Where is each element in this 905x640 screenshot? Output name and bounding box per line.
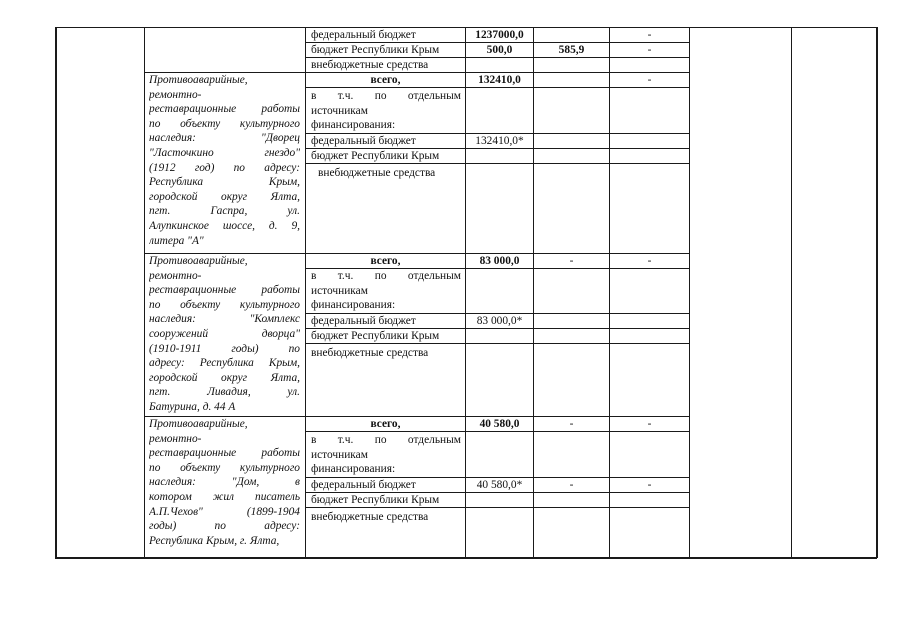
desc-line: ремонтно-	[149, 88, 202, 101]
total-value: -	[647, 255, 652, 267]
total-value: 40 580,0	[479, 418, 520, 430]
note-line: финансирования:	[311, 463, 396, 476]
crimea-budget-label: бюджет Республики Крым	[311, 330, 440, 342]
note-line: финансирования:	[311, 299, 396, 312]
top-row-label: федеральный бюджет	[311, 29, 416, 41]
total-value: 83 000,0	[479, 255, 520, 267]
total-value: 132410,0	[478, 74, 521, 86]
note-line: в т.ч. по отдельным	[311, 434, 461, 446]
desc-line: реставрационные работы	[149, 103, 300, 116]
desc-line: по объекту культурного	[149, 298, 300, 311]
federal-budget-label: федеральный бюджет	[311, 479, 416, 491]
financing-sources-note	[311, 433, 461, 477]
federal-budget-value: 83 000,0*	[476, 315, 523, 327]
federal-budget-label: федеральный бюджет	[311, 135, 416, 147]
financing-sources-note	[311, 89, 461, 133]
desc-line: Противоаварийные,	[149, 255, 248, 267]
top-row-label: бюджет Республики Крым	[311, 44, 440, 56]
desc-line: Противоаварийные,	[149, 418, 248, 430]
note-line: в т.ч. по отдельным	[311, 90, 461, 102]
desc-line: Республика Крым, г. Ялта,	[149, 534, 280, 547]
federal-budget-value: 40 580,0*	[476, 479, 523, 491]
row-line	[305, 507, 690, 508]
note-line: источникам	[311, 104, 368, 117]
total-label: всего,	[370, 418, 401, 430]
note-line: в т.ч. по отдельным	[311, 270, 461, 282]
crimea-budget-label: бюджет Республики Крым	[311, 150, 440, 162]
top-row-value: -	[647, 44, 652, 56]
desc-line: ремонтно-	[149, 269, 202, 282]
desc-line: годы) по адресу:	[149, 520, 300, 533]
total-value: -	[647, 418, 652, 430]
total-value: -	[569, 418, 574, 430]
top-row-value: 585,9	[558, 44, 585, 56]
top-row-label: внебюджетные средства	[311, 59, 429, 71]
total-label: всего,	[370, 255, 401, 267]
desc-line: А.П.Чехов" (1899-1904	[149, 505, 300, 518]
desc-line: (1912 год) по адресу:	[149, 161, 300, 174]
note-line: источникам	[311, 448, 368, 461]
object-description	[149, 254, 300, 415]
federal-budget-value: -	[569, 479, 574, 491]
table-bottom-border	[55, 557, 877, 559]
top-row-value: -	[647, 29, 652, 41]
desc-line: реставрационные работы	[149, 284, 300, 297]
desc-line: по объекту культурного	[149, 117, 300, 130]
object-description	[149, 73, 300, 248]
extrabudget-label: внебюджетные средства	[318, 167, 436, 179]
top-row-value: 1237000,0	[475, 29, 524, 41]
extrabudget-label: внебюджетные средства	[311, 511, 429, 523]
total-value: -	[569, 255, 574, 267]
desc-line: (1910-1911 годы) по	[149, 342, 300, 355]
note-line: источникам	[311, 284, 368, 297]
federal-budget-value: 132410,0*	[475, 135, 524, 147]
total-label: всего,	[370, 74, 401, 86]
col-line-7	[791, 27, 792, 558]
desc-line: Батурина, д. 44 А	[149, 400, 236, 413]
desc-line: пгт. Ливадия, ул.	[149, 386, 300, 399]
federal-budget-value: -	[647, 479, 652, 491]
crimea-budget-label: бюджет Республики Крым	[311, 494, 440, 506]
total-value: -	[647, 74, 652, 86]
object-description	[149, 417, 300, 548]
note-line: финансирования:	[311, 119, 396, 132]
desc-line: реставрационные работы	[149, 447, 300, 460]
extrabudget-label: внебюджетные средства	[311, 347, 429, 359]
desc-line: пгт. Гаспра, ул.	[149, 205, 300, 218]
col-line-1	[144, 27, 145, 558]
col-line-2	[305, 27, 306, 558]
desc-line: Республика Крым,	[149, 176, 300, 189]
desc-line: котором жил писатель	[149, 490, 300, 503]
col-line-6	[689, 27, 690, 558]
desc-line: Алупкинское шоссе, д. 9,	[149, 219, 300, 232]
row-line	[305, 431, 690, 432]
row-line	[305, 87, 690, 88]
row-line	[305, 163, 690, 164]
row-line	[305, 343, 690, 344]
financing-sources-note	[311, 269, 461, 313]
desc-line: адресу: Республика Крым,	[149, 357, 300, 370]
col-line-0	[55, 27, 57, 558]
desc-line: литера "А"	[149, 234, 204, 247]
desc-line: наследия: "Комплекс	[149, 313, 300, 326]
federal-budget-label: федеральный бюджет	[311, 315, 416, 327]
desc-line: городской округ Ялта,	[149, 371, 300, 384]
desc-line: городской округ Ялта,	[149, 190, 300, 203]
desc-line: наследия: "Дом, в	[149, 476, 300, 489]
desc-line: по объекту культурного	[149, 461, 300, 474]
desc-line: ремонтно-	[149, 432, 202, 445]
top-row-value: 500,0	[486, 44, 513, 56]
desc-line: Противоаварийные,	[149, 74, 248, 86]
col-line-8	[876, 27, 878, 558]
desc-line: "Ласточкино гнездо"	[149, 146, 300, 159]
desc-line: сооружений дворца"	[149, 327, 300, 340]
desc-line: наследия: "Дворец	[149, 132, 300, 145]
